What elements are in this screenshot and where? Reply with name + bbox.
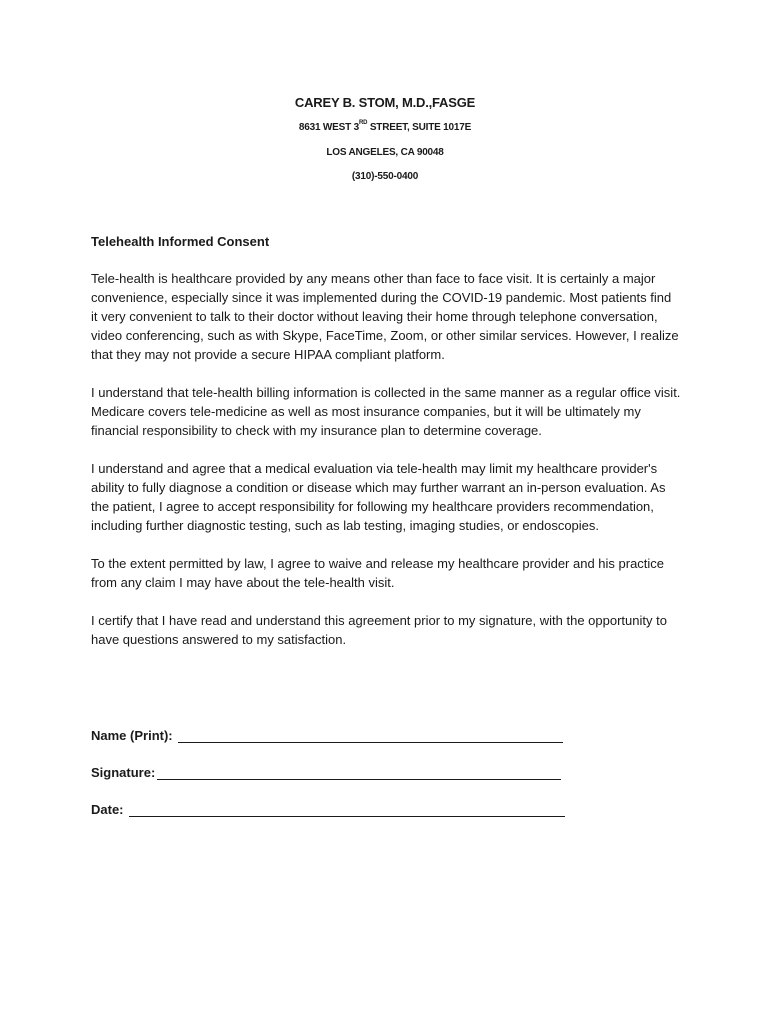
phone-number: (310)-550-0400 (351, 171, 419, 182)
date-label: Date: (91, 802, 128, 817)
paragraph-certification: I certify that I have read and understand this agreement prior to my signature, with the opportunity to have questions answered to my satisfaction. (91, 613, 667, 647)
paragraph-telehealth-definition: Tele-health is healthcare provided by any means other than face to face visit. It is certainly a major convenience, especially since it was implemented during the COVID-19 pandemic. Most patients find it very convenient to talk to their doctor without leaving their home through telephone conversation, video conferencing, such as with Skype, FaceTime, Zoom, or other similar services. However, I realize that they may not provide a secure HIPAA compliant platform. (91, 271, 679, 362)
paragraph-waiver: To the extent permitted by law, I agree to waive and release my healthcare provider and his practice from any claim I may have about the tele-health visit. (91, 556, 665, 590)
name-print-field[interactable] (178, 728, 563, 743)
date-row (91, 798, 591, 817)
name-print-row (91, 724, 591, 743)
date-field[interactable] (129, 802, 565, 817)
name-print-label: Name (Print): (91, 728, 177, 743)
consent-body (91, 232, 681, 668)
paragraph-billing: I understand that tele-health billing information is collected in the same manner as a regular office visit. Medicare covers tele-medicine as well as most insurance companies, but it will be ultimately my financial responsibility to check with my insurance plan to determine coverage. (91, 385, 681, 438)
signature-block (91, 724, 591, 835)
address-street-number: 8631 WEST 3 (298, 122, 359, 133)
address-line-1 (0, 122, 770, 133)
document-title: Telehealth Informed Consent (91, 234, 270, 249)
address-street-rest: STREET, SUITE 1017E (367, 122, 472, 133)
address-ordinal-suffix: RD (358, 120, 368, 126)
signature-label: Signature: (91, 765, 156, 780)
physician-name: CAREY B. STOM, M.D.,FASGE (294, 95, 476, 110)
paragraph-evaluation-limits: I understand and agree that a medical evaluation via tele-health may limit my healthcare provider's ability to fully diagnose a condition or disease which may further warrant an in-person evaluation. As the patient, I agree to accept responsibility for following my healthcare providers recommendation, including further diagnostic testing, such as lab testing, imaging studies, or endoscopies. (91, 461, 666, 533)
signature-field[interactable] (157, 765, 561, 780)
signature-row (91, 761, 591, 780)
address-line-2: LOS ANGELES, CA 90048 (326, 147, 444, 158)
